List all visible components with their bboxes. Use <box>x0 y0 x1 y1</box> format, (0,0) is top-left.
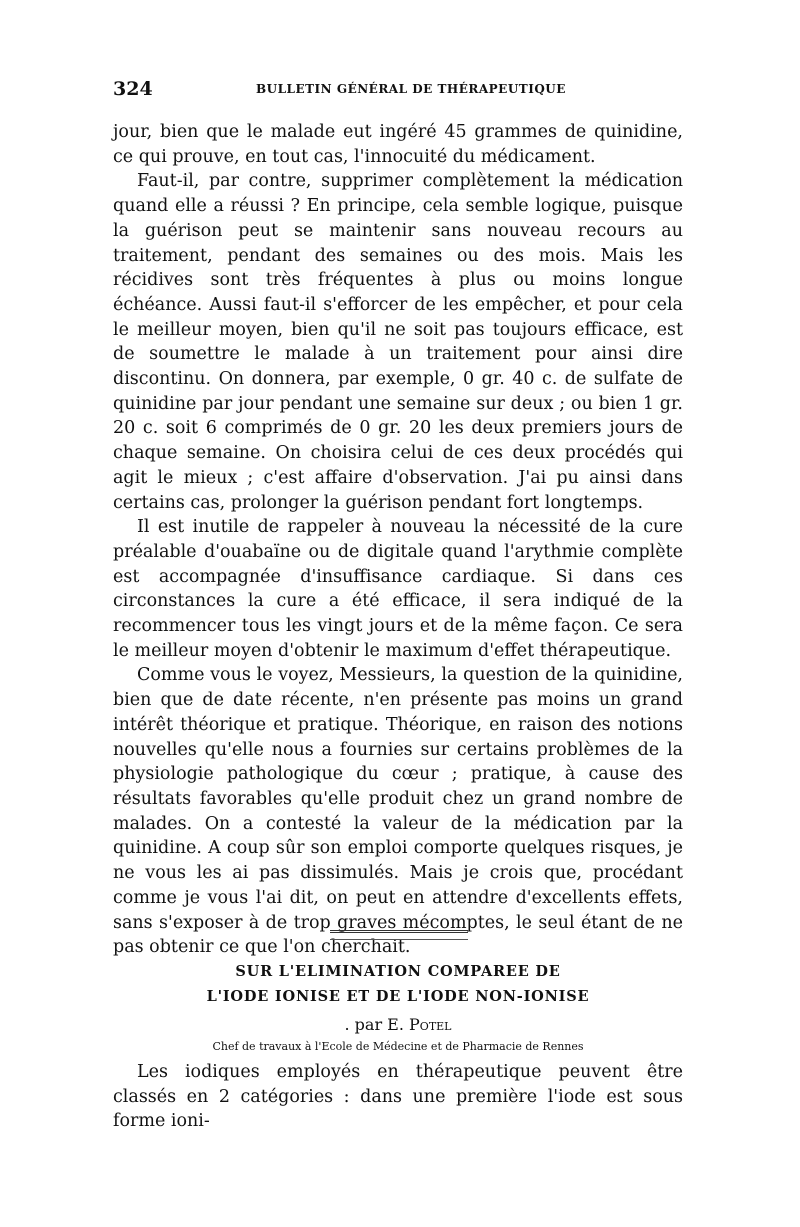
author-affiliation: Chef de travaux à l'Ecole de Médecine et de Pharmacie de Rennes <box>212 1040 584 1053</box>
section-divider <box>330 930 468 940</box>
paragraph-discontinuous-treatment: Faut-il, par contre, supprimer complètement la médication quand elle a réussi ? En principe, cela semble logique, puisque la guérison peut se maintenir sans nouveau recours au traitement, pendant des semaines ou des mois. Mais les récidives sont très fréquentes à plus ou moins longue échéance. Aussi faut-il s'efforcer de les empêcher, et pour cela le meilleur moyen, bien qu'il ne soit pas toujours efficace, est de soumettre le malade à un traitement pour ainsi dire discontinu. On donnera, par exemple, 0 gr. 40 c. de sulfate de quinidine par jour pendant une semaine sur deux ; ou bien 1 gr. 20 c. soit 6 comprimés de 0 gr. 20 les deux premiers jours de chaque semaine. On choisira celui de ces deux procédés qui agit le mieux ; c'est affaire d'observation. J'ai pu ainsi dans certains cas, prolonger la guérison pendant fort longtemps. <box>113 171 683 513</box>
byline <box>113 1015 683 1034</box>
paragraph-continuation: jour, bien que le malade eut ingéré 45 grammes de quinidine, ce qui prouve, en tout cas, l'innocuité du médicament. <box>113 122 683 167</box>
byline-prefix: . par E. <box>344 1015 404 1034</box>
running-head <box>113 78 683 102</box>
paragraph-preliminary-cure: Il est inutile de rappeler à nouveau la nécessité de la cure préalable d'ouabaïne ou de digitale quand l'arythmie complète est accompagnée d'insuffisance cardiaque. Si dans ces circonstances la cure a été efficace, il sera indiqué de la recommencer tous les vingt jours et de la même façon. Ce sera le meilleur moyen d'obtenir le maximum d'effet thérapeutique. <box>113 517 683 661</box>
article-title-line-1: SUR L'ELIMINATION COMPAREE DE <box>235 963 561 980</box>
paragraph-intro: Les iodiques employés en thérapeutique peuvent être classés en 2 catégories : dans une première l'iode est sous forme ioni- <box>113 1062 683 1132</box>
paragraph-conclusion: Comme vous le voyez, Messieurs, la question de la quinidine, bien que de date récente, n'en présente pas moins un grand intérêt théorique et pratique. Théorique, en raison des notions nouvelles qu'elle nous a fournies sur certains problèmes de la physiologie pathologique du cœur ; pratique, à cause des résultats favorables qu'elle produit chez un grand nombre de malades. On a contesté la valeur de la médication par la quinidine. A coup sûr son emploi comporte quelques risques, je ne vous les ai pas dissimulés. Mais je crois que, procédant comme je vous l'ai dit, on peut en attendre d'excellents effets, sans s'exposer à de trop graves mécomptes, le seul étant de ne pas obtenir ce que l'on cherchait. <box>113 665 683 958</box>
journal-title: BULLETIN GÉNÉRAL DE THÉRAPEUTIQUE <box>256 82 566 96</box>
article-title <box>113 959 683 1009</box>
body-text <box>113 120 683 960</box>
article-intro <box>113 1060 683 1134</box>
article-title-line-2: L'IODE IONISE ET DE L'IODE NON-IONISE <box>206 988 590 1005</box>
author-name: Potel <box>409 1015 452 1034</box>
page-number: 324 <box>113 78 153 100</box>
